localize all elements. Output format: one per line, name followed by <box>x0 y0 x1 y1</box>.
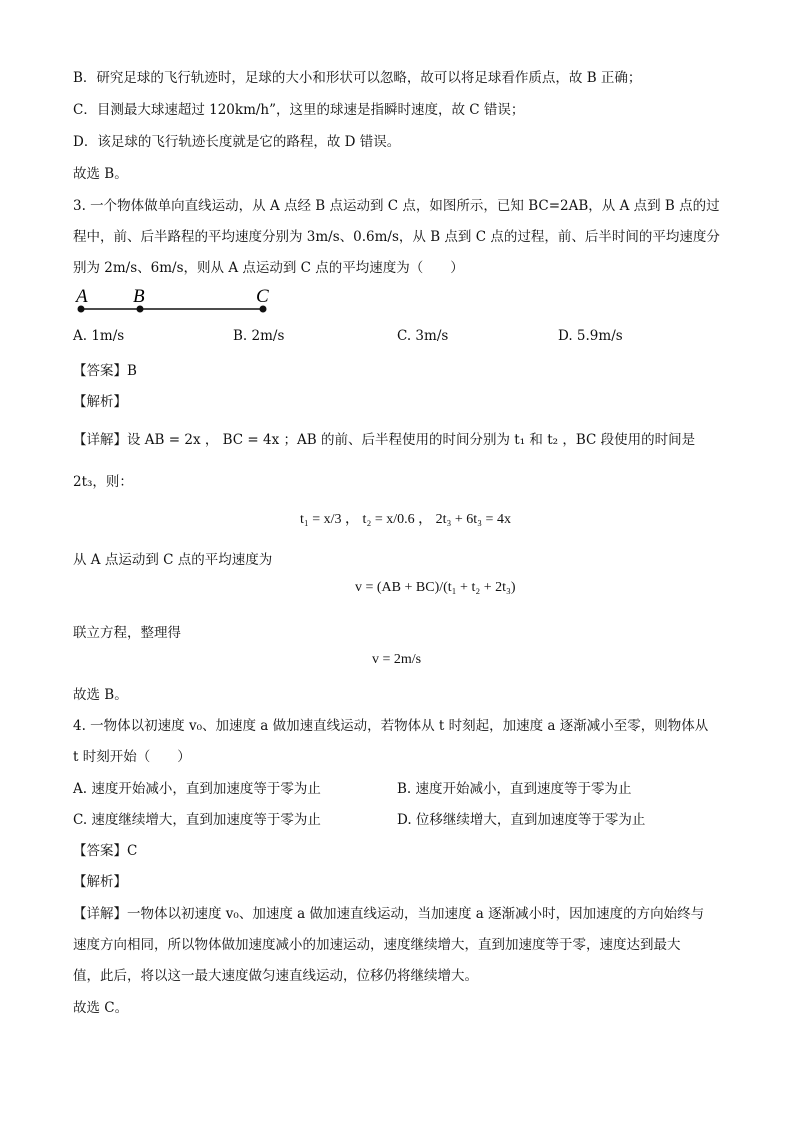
q3-stem-line2: 程中，前、后半路程的平均速度分别为 3m/s、0.6m/s，从 B 点到 C 点的过程，前、后半时间的平均速度分 <box>73 229 720 245</box>
q4-option-b: B. 速度开始减小，直到速度等于零为止 <box>397 781 632 797</box>
label-a: A <box>76 286 88 307</box>
q3-answer: 【答案】B <box>73 363 137 379</box>
q4-detail-line2: 速度方向相同，所以物体做加速度减小的加速运动，速度继续增大，直到加速度等于零，速度达到最大 <box>73 937 681 953</box>
q4-analysis-heading: 【解析】 <box>73 874 127 890</box>
q3-result: v = 2m/s <box>372 652 422 667</box>
q3-equation-times: t₁ = x/3 ， t₂ = x/0.6 ， 2t₃ + 6t₃ = 4x <box>300 512 511 527</box>
q4-stem-line2: t 时刻开始（ ） <box>73 749 191 765</box>
q3-average-velocity-text: 从 A 点运动到 C 点的平均速度为 <box>73 552 273 568</box>
q3-option-c: C. 3m/s <box>397 328 449 344</box>
q4-option-d: D. 位移继续增大，直到加速度等于零为止 <box>397 812 646 828</box>
q3-figure-line-abc <box>70 283 280 319</box>
q3-analysis-heading: 【解析】 <box>73 394 127 410</box>
q4-detail-line3: 值，此后，将以这一最大速度做匀速直线运动，位移仍将继续增大。 <box>73 968 478 984</box>
q3-detail-line1: 【详解】设 AB = 2x ， BC = 4x ；AB 的前、后半程使用的时间分别为 t₁ 和 t₂ ，BC 段使用的时间是 <box>73 432 696 448</box>
q3-detail-line2: 2t₃，则： <box>73 474 133 490</box>
q4-conclusion: 故选 C。 <box>73 1000 129 1016</box>
q3-option-a: A. 1m/s <box>73 328 125 344</box>
prev-option-b-explanation: B．研究足球的飞行轨迹时，足球的大小和形状可以忽略，故可以将足球看作质点，故 B 正确； <box>73 70 642 86</box>
prev-option-d-explanation: D．该足球的飞行轨迹长度就是它的路程，故 D 错误。 <box>73 134 401 150</box>
q4-stem-line1: 4. 一物体以初速度 v₀、加速度 a 做加速直线运动，若物体从 t 时刻起，加速度 a 逐渐减小至零，则物体从 <box>73 718 709 734</box>
q3-equation-average: v = (AB + BC)/(t₁ + t₂ + 2t₃) <box>355 580 516 595</box>
q4-answer: 【答案】C <box>73 843 138 859</box>
q3-combine-text: 联立方程，整理得 <box>73 625 181 641</box>
q3-conclusion: 故选 B。 <box>73 687 128 703</box>
q3-option-d: D. 5.9m/s <box>558 328 623 344</box>
q4-option-c: C. 速度继续增大，直到加速度等于零为止 <box>73 812 321 828</box>
prev-option-c-explanation: C．目测最大球速超过 120km/h”，这里的球速是指瞬时速度，故 C 错误； <box>73 102 525 118</box>
label-c: C <box>256 286 269 307</box>
label-b: B <box>133 286 145 307</box>
prev-conclusion: 故选 B。 <box>73 166 128 182</box>
q3-option-b: B. 2m/s <box>233 328 285 344</box>
q4-option-a: A. 速度开始减小，直到加速度等于零为止 <box>73 781 321 797</box>
q4-detail-line1: 【详解】一物体以初速度 v₀、加速度 a 做加速直线运动，当加速度 a 逐渐减小时，因加速度的方向始终与 <box>73 906 705 922</box>
q3-stem-line3: 别为 2m/s、6m/s，则从 A 点运动到 C 点的平均速度为（ ） <box>73 260 464 276</box>
q3-stem-line1: 3. 一个物体做单向直线运动，从 A 点经 B 点运动到 C 点，如图所示，已知 BC=2AB，从 A 点到 B 点的过 <box>73 198 720 214</box>
